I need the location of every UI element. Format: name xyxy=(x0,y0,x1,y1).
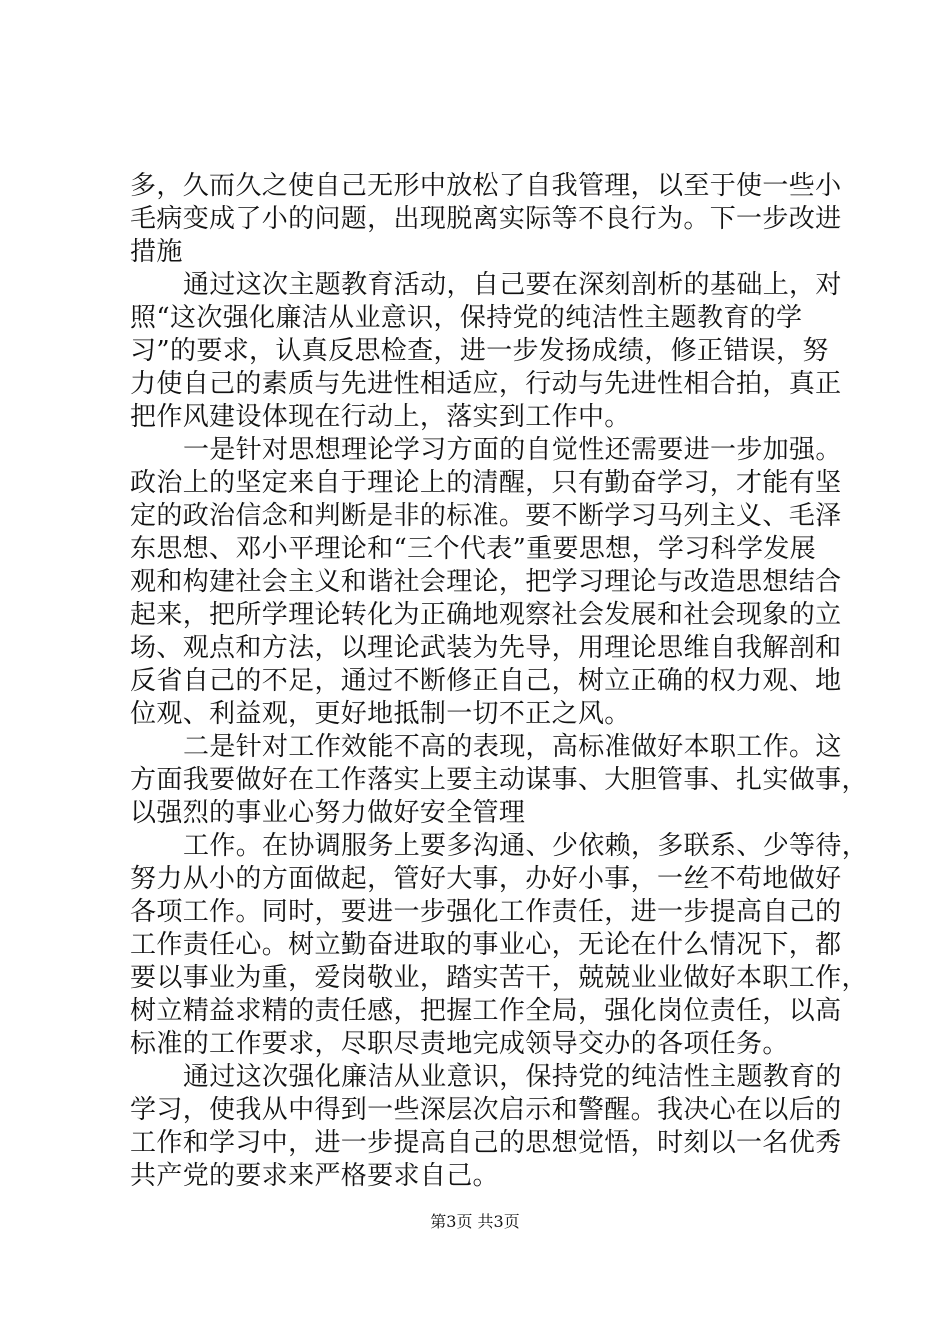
text-line: 场、观点和方法，以理论武装为先导，用理论思维自我解剖和 xyxy=(130,633,842,663)
text-line: 以强烈的事业心努力做好安全管理 xyxy=(130,798,526,828)
text-line: 学习，使我从中得到一些深层次启示和警醒。我决心在以后的 xyxy=(130,1095,842,1125)
text-line: 习”的要求，认真反思检查，进一步发扬成绩，修正错误，努 xyxy=(130,336,829,366)
text-line: 通过这次主题教育活动，自己要在深刻剖析的基础上，对 xyxy=(183,270,842,300)
text-line: 工作和学习中，进一步提高自己的思想觉悟，时刻以一名优秀 xyxy=(130,1128,842,1158)
text-line: 共产党的要求来严格要求自己。 xyxy=(130,1161,499,1191)
text-line: 定的政治信念和判断是非的标准。要不断学习马列主义、毛泽 xyxy=(130,501,842,531)
text-line: 一是针对思想理论学习方面的自觉性还需要进一步加强。 xyxy=(183,435,842,465)
page-number-footer: 第3页 共3页 xyxy=(430,1212,520,1231)
text-line: 起来，把所学理论转化为正确地观察社会发展和社会现象的立 xyxy=(130,600,842,630)
text-line: 方面我要做好在工作落实上要主动谋事、大胆管事、扎实做事， xyxy=(130,765,868,795)
text-line: 把作风建设体现在行动上，落实到工作中。 xyxy=(130,402,631,432)
text-line: 通过这次强化廉洁从业意识，保持党的纯洁性主题教育的 xyxy=(183,1062,842,1092)
text-line: 照“这次强化廉洁从业意识，保持党的纯洁性主题教育的学 xyxy=(130,303,803,333)
text-line: 政治上的坚定来自于理论上的清醒，只有勤奋学习，才能有坚 xyxy=(130,468,842,498)
paragraph-4 xyxy=(130,731,868,830)
text-line: 位观、利益观，更好地抵制一切不正之风。 xyxy=(130,699,631,729)
paragraph-2 xyxy=(130,269,842,434)
document-body xyxy=(130,170,869,1193)
text-line: 二是针对工作效能不高的表现，高标准做好本职工作。这 xyxy=(183,732,842,762)
text-line: 标准的工作要求，尽职尽责地完成领导交办的各项任务。 xyxy=(130,1029,789,1059)
text-line: 工作。在协调服务上要多沟通、少依赖，多联系、少等待， xyxy=(183,831,869,861)
text-line: 各项工作。同时，要进一步强化工作责任，进一步提高自己的 xyxy=(130,897,842,927)
text-line: 措施 xyxy=(130,237,183,267)
text-line: 要以事业为重，爱岗敬业，踏实苦干，兢兢业业做好本职工作， xyxy=(130,963,868,993)
text-line: 力使自己的素质与先进性相适应，行动与先进性相合拍，真正 xyxy=(130,369,842,399)
text-line: 反省自己的不足，通过不断修正自己，树立正确的权力观、地 xyxy=(130,666,842,696)
text-line: 工作责任心。树立勤奋进取的事业心，无论在什么情况下，都 xyxy=(130,930,842,960)
text-line: 毛病变成了小的问题，出现脱离实际等不良行为。下一步改进 xyxy=(130,204,842,234)
text-line: 观和构建社会主义和谐社会理论，把学习理论与改造思想结合 xyxy=(130,567,842,597)
paragraph-5 xyxy=(130,830,869,1061)
paragraph-6 xyxy=(130,1061,842,1193)
text-line: 树立精益求精的责任感，把握工作全局，强化岗位责任，以高 xyxy=(130,996,842,1026)
text-line: 努力从小的方面做起，管好大事，办好小事，一丝不苟地做好 xyxy=(130,864,842,894)
text-line: 多，久而久之使自己无形中放松了自我管理，以至于使一些小 xyxy=(130,171,842,201)
text-line: 东思想、邓小平理论和“三个代表”重要思想，学习科学发展 xyxy=(130,534,817,564)
paragraph-3 xyxy=(130,434,842,731)
paragraph-1 xyxy=(130,170,842,269)
